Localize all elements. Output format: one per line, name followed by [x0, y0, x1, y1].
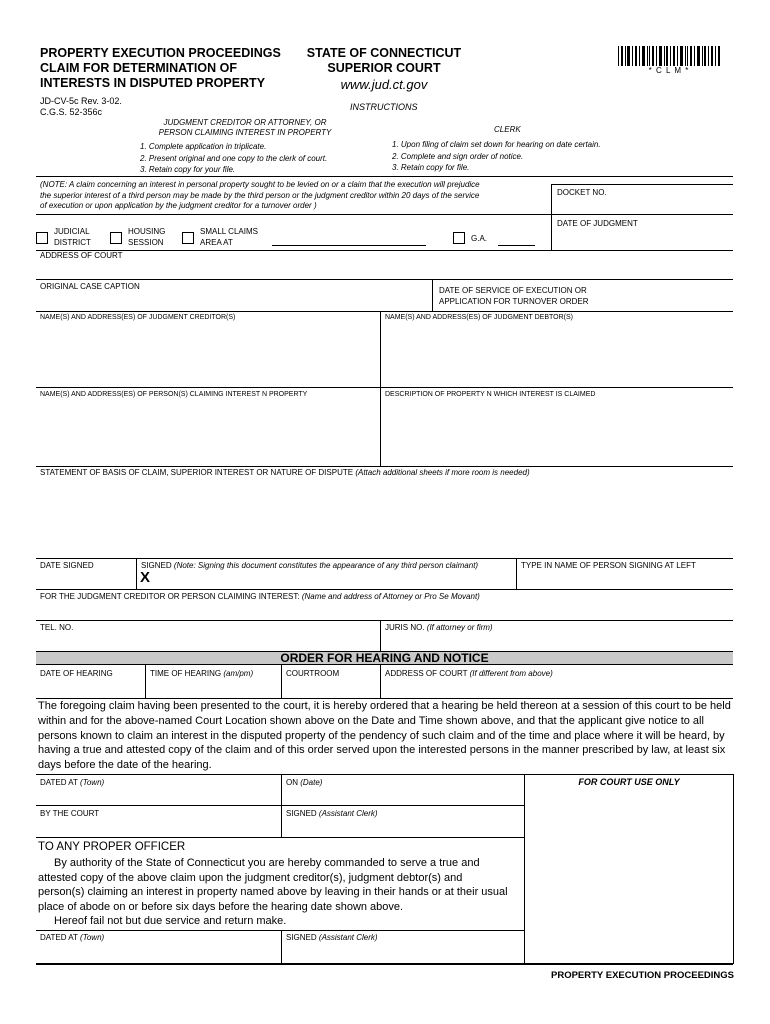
court-website: www.jud.ct.gov [340, 77, 428, 92]
ga-number-field[interactable] [498, 245, 535, 246]
statement-basis-label: STATEMENT OF BASIS OF CLAIM, SUPERIOR INTEREST OR NATURE OF DISPUTE (Attach additional sheets if more room is needed) [40, 468, 530, 477]
court-location-field[interactable] [272, 245, 426, 246]
housing-session-checkbox[interactable] [110, 232, 122, 244]
form-title: PROPERTY EXECUTION PROCEEDINGS CLAIM FOR DETERMINATION OF INTERESTS IN DISPUTED PROPERTY [40, 46, 281, 90]
officer-signed-label: SIGNED (Assistant Clerk) [286, 933, 378, 942]
for-creditor-label: FOR THE JUDGMENT CREDITOR OR PERSON CLAIMING INTEREST: (Name and address of Attorney or Pro Se Movant) [40, 592, 480, 601]
docket-no-field[interactable] [553, 198, 731, 214]
claimant-names-field[interactable] [38, 401, 378, 463]
property-description-label: DESCRIPTION OF PROPERTY N WHICH INTEREST IS CLAIMED [385, 391, 596, 398]
time-of-hearing-field[interactable] [147, 680, 279, 696]
debtor-names-label: NAME(S) AND ADDRESS(ES) OF JUDGMENT DEBTOR(S) [385, 314, 573, 321]
juris-no-label: JURIS NO. (If attorney or firm) [385, 623, 493, 632]
time-of-hearing-label: TIME OF HEARING (am/pm) [150, 669, 254, 678]
dated-at-field[interactable] [38, 789, 279, 805]
order-address-label: ADDRESS OF COURT (If different from above) [385, 669, 553, 678]
tel-no-label: TEL. NO. [40, 623, 74, 632]
courtroom-field[interactable] [283, 680, 378, 696]
type-in-name-label: TYPE IN NAME OF PERSON SIGNING AT LEFT [521, 561, 696, 570]
by-the-court-label: BY THE COURT [40, 809, 100, 818]
note-text: (NOTE: A claim concerning an interest in personal property sought to be levied on or a claim that the execution will prejudice the superior interest of a third person may be made by the third person or the judgment creditor within 20 days of the service of execution or upon application by the judgment creditor for a turnover order ) [40, 180, 480, 210]
signature-field[interactable] [156, 572, 514, 588]
address-of-court-label: ADDRESS OF COURT [40, 251, 123, 260]
officer-text: By authority of the State of Connecticut you are hereby commanded to serve a true and attested copy of the above claim upon the judgment creditor(s), judgment debtor(s) and person(s) claiming an interest in property named above by leaving in their hands or at their usual place of abode on or before six days before the hearing date shown above. Hereof fail not but due service and return make. [38, 857, 508, 927]
docket-no-label: DOCKET NO. [557, 188, 607, 197]
court-use-label: FOR COURT USE ONLY [578, 777, 680, 787]
creditor-names-label: NAME(S) AND ADDRESS(ES) OF JUDGMENT CREDITOR(S) [40, 314, 236, 321]
claimant-names-label: NAME(S) AND ADDRESS(ES) OF PERSON(S) CLAIMING INTEREST N PROPERTY [40, 391, 308, 398]
attorney-address-field[interactable] [38, 603, 732, 619]
officer-heading: TO ANY PROPER OFFICER [38, 841, 186, 853]
date-of-service-label: DATE OF SERVICE OF EXECUTION OR APPLICATION FOR TURNOVER ORDER [439, 286, 589, 306]
signed-label: SIGNED (Note: Signing this document constitutes the appearance of any third person claimant) [141, 561, 479, 570]
order-address-field[interactable] [382, 680, 732, 696]
date-signed-label: DATE SIGNED [40, 561, 94, 570]
small-claims-checkbox[interactable] [182, 232, 194, 244]
creditor-instructions-list: 1. Complete application in triplicate. 2. Present original and one copy to the clerk of court. 3. Retain copy for your file. [140, 142, 328, 174]
tel-no-field[interactable] [38, 634, 378, 649]
ga-checkbox[interactable] [453, 232, 465, 244]
juris-no-field[interactable] [382, 634, 732, 649]
clerk-instructions-list: 1. Upon filing of claim set down for hearing on date certain. 2. Complete and sign order of notice. 3. Retain copy for file. [392, 140, 601, 172]
debtor-names-field[interactable] [382, 324, 732, 384]
signature-x-mark: X [140, 569, 151, 586]
property-description-field[interactable] [382, 401, 732, 463]
order-title: ORDER FOR HEARING AND NOTICE [280, 651, 489, 665]
statute-reference: C.G.S. 52-356c [40, 107, 103, 117]
state-name: STATE OF CONNECTICUT [306, 46, 462, 60]
address-of-court-field[interactable] [38, 262, 731, 278]
barcode [618, 46, 720, 66]
officer-dated-at-label: DATED AT (Town) [40, 933, 105, 942]
clerk-instructions-heading: CLERK [494, 125, 521, 134]
order-paragraph: The foregoing claim having been presented to the court, it is hereby ordered that a hearing be held thereon at a session of this court to be held within and for the above-named Court Location shown above on the Date and Time shown above, and that the applicant give notice to all persons known to claim an interest in the disputed property of the pendency of such claim and of the time and place where it will be heard, by having a true and attested copy of the claim and of this order served upon the interested persons in the manner prescribed by law, at least six days before the date of the hearing. [38, 700, 731, 772]
ga-label: G.A. [471, 234, 488, 243]
officer-signature-field[interactable] [283, 945, 522, 962]
creditor-names-field[interactable] [38, 324, 378, 384]
dated-at-label: DATED AT (Town) [40, 778, 105, 787]
on-date-field[interactable] [283, 789, 522, 805]
instructions-heading: INSTRUCTIONS [350, 102, 418, 112]
barcode-text: * C L M * [648, 66, 690, 75]
clerk-signature-field[interactable] [283, 820, 522, 836]
court-name: SUPERIOR COURT [327, 61, 441, 75]
housing-session-label: HOUSING SESSION [128, 227, 166, 247]
judicial-district-label: JUDICIAL DISTRICT [54, 227, 91, 247]
creditor-instructions-heading: JUDGMENT CREDITOR OR ATTORNEY, OR PERSON CLAIMING INTEREST IN PROPERTY [158, 118, 332, 137]
form-number: JD-CV-5c Rev. 3-02. [40, 96, 122, 106]
date-of-judgment-field[interactable] [553, 230, 731, 248]
on-date-label: ON (Date) [286, 778, 323, 787]
original-case-caption-label: ORIGINAL CASE CAPTION [40, 282, 140, 291]
statement-basis-field[interactable] [38, 480, 732, 556]
courtroom-label: COURTROOM [286, 669, 340, 678]
officer-dated-at-field[interactable] [38, 945, 279, 962]
judicial-district-checkbox[interactable] [36, 232, 48, 244]
footer-title: PROPERTY EXECUTION PROCEEDINGS [551, 970, 734, 981]
date-of-hearing-field[interactable] [38, 680, 143, 696]
date-of-judgment-label: DATE OF JUDGMENT [557, 219, 638, 228]
date-of-hearing-label: DATE OF HEARING [40, 669, 113, 678]
type-in-name-field[interactable] [518, 572, 732, 588]
small-claims-label: SMALL CLAIMS AREA AT [200, 227, 258, 247]
clerk-signed-label: SIGNED (Assistant Clerk) [286, 809, 378, 818]
court-use-box [524, 774, 734, 964]
